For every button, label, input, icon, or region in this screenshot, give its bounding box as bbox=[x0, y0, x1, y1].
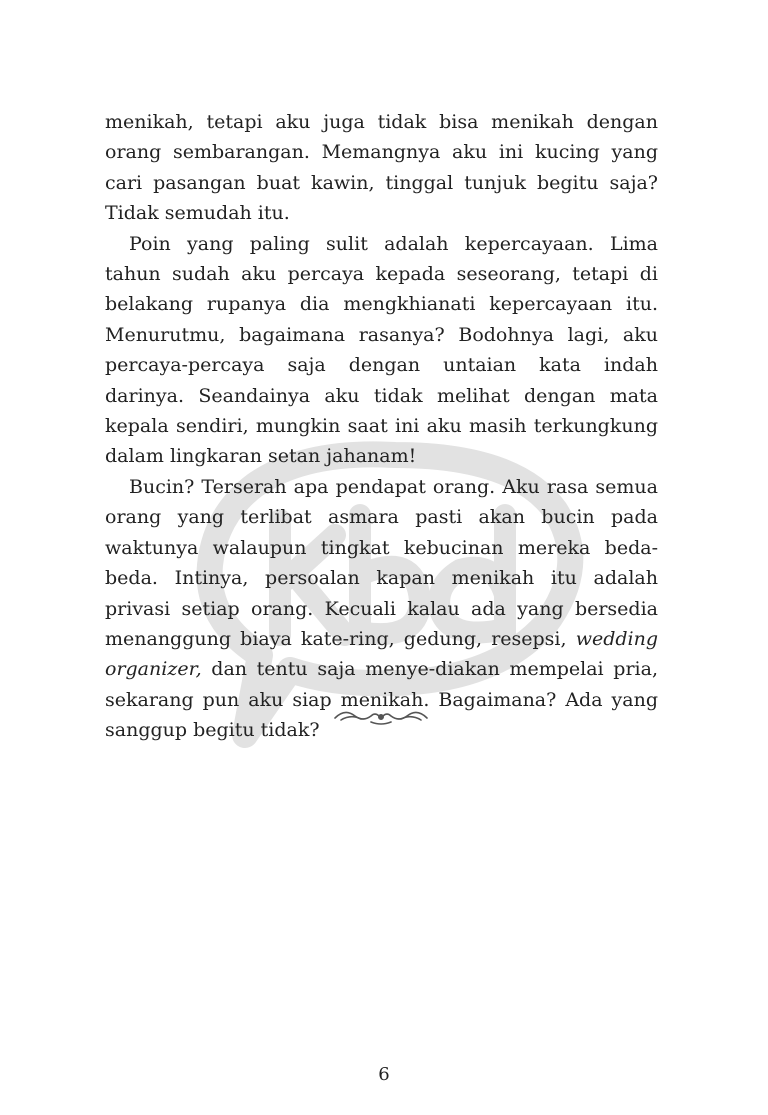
body-text bbox=[105, 107, 658, 746]
page-number: 6 bbox=[378, 1064, 390, 1085]
paragraph-2 bbox=[105, 229, 658, 472]
paragraph-3-text-b: dan tentu saja menye-diakan mempelai pria, sekarang pun aku siap menikah. Bagaimana? Ada yang sanggup begitu tidak? bbox=[105, 658, 658, 742]
paragraph-1 bbox=[105, 107, 658, 229]
paragraph-3-italic-term: wedding organizer, bbox=[105, 627, 658, 681]
paragraph-2-text: Poin yang paling sulit adalah kepercayaan. Lima tahun sudah aku percaya kepada seseorang, tetapi di belakang rupanya dia mengkhianati kepercayaan itu. Menurutmu, bagaimana rasanya? Bodohnya lagi, aku percaya-percaya saja dengan untaian kata indah darinya. Seandainya aku tidak melihat dengan mata kepala sendiri, mungkin saat ini aku masih terkungkung dalam lingkaran setan jahanam! bbox=[105, 232, 658, 468]
ornament-divider-icon bbox=[331, 704, 431, 728]
paragraph-3-text-a: Bucin? Terserah apa pendapat orang. Aku rasa semua orang yang terlibat asmara pasti akan bucin pada waktunya walaupun tingkat kebucinan mereka beda-beda. Intinya, persoalan kapan menikah itu adalah privasi setiap orang. Kecuali kalau ada yang bersedia menanggung biaya kate-ring, gedung, resepsi, bbox=[105, 475, 658, 650]
paragraph-1-text: menikah, tetapi aku juga tidak bisa menikah dengan orang sembarangan. Memangnya aku ini kucing yang cari pasangan buat kawin, tinggal tunjuk begitu saja? Tidak semudah itu. bbox=[105, 111, 658, 225]
